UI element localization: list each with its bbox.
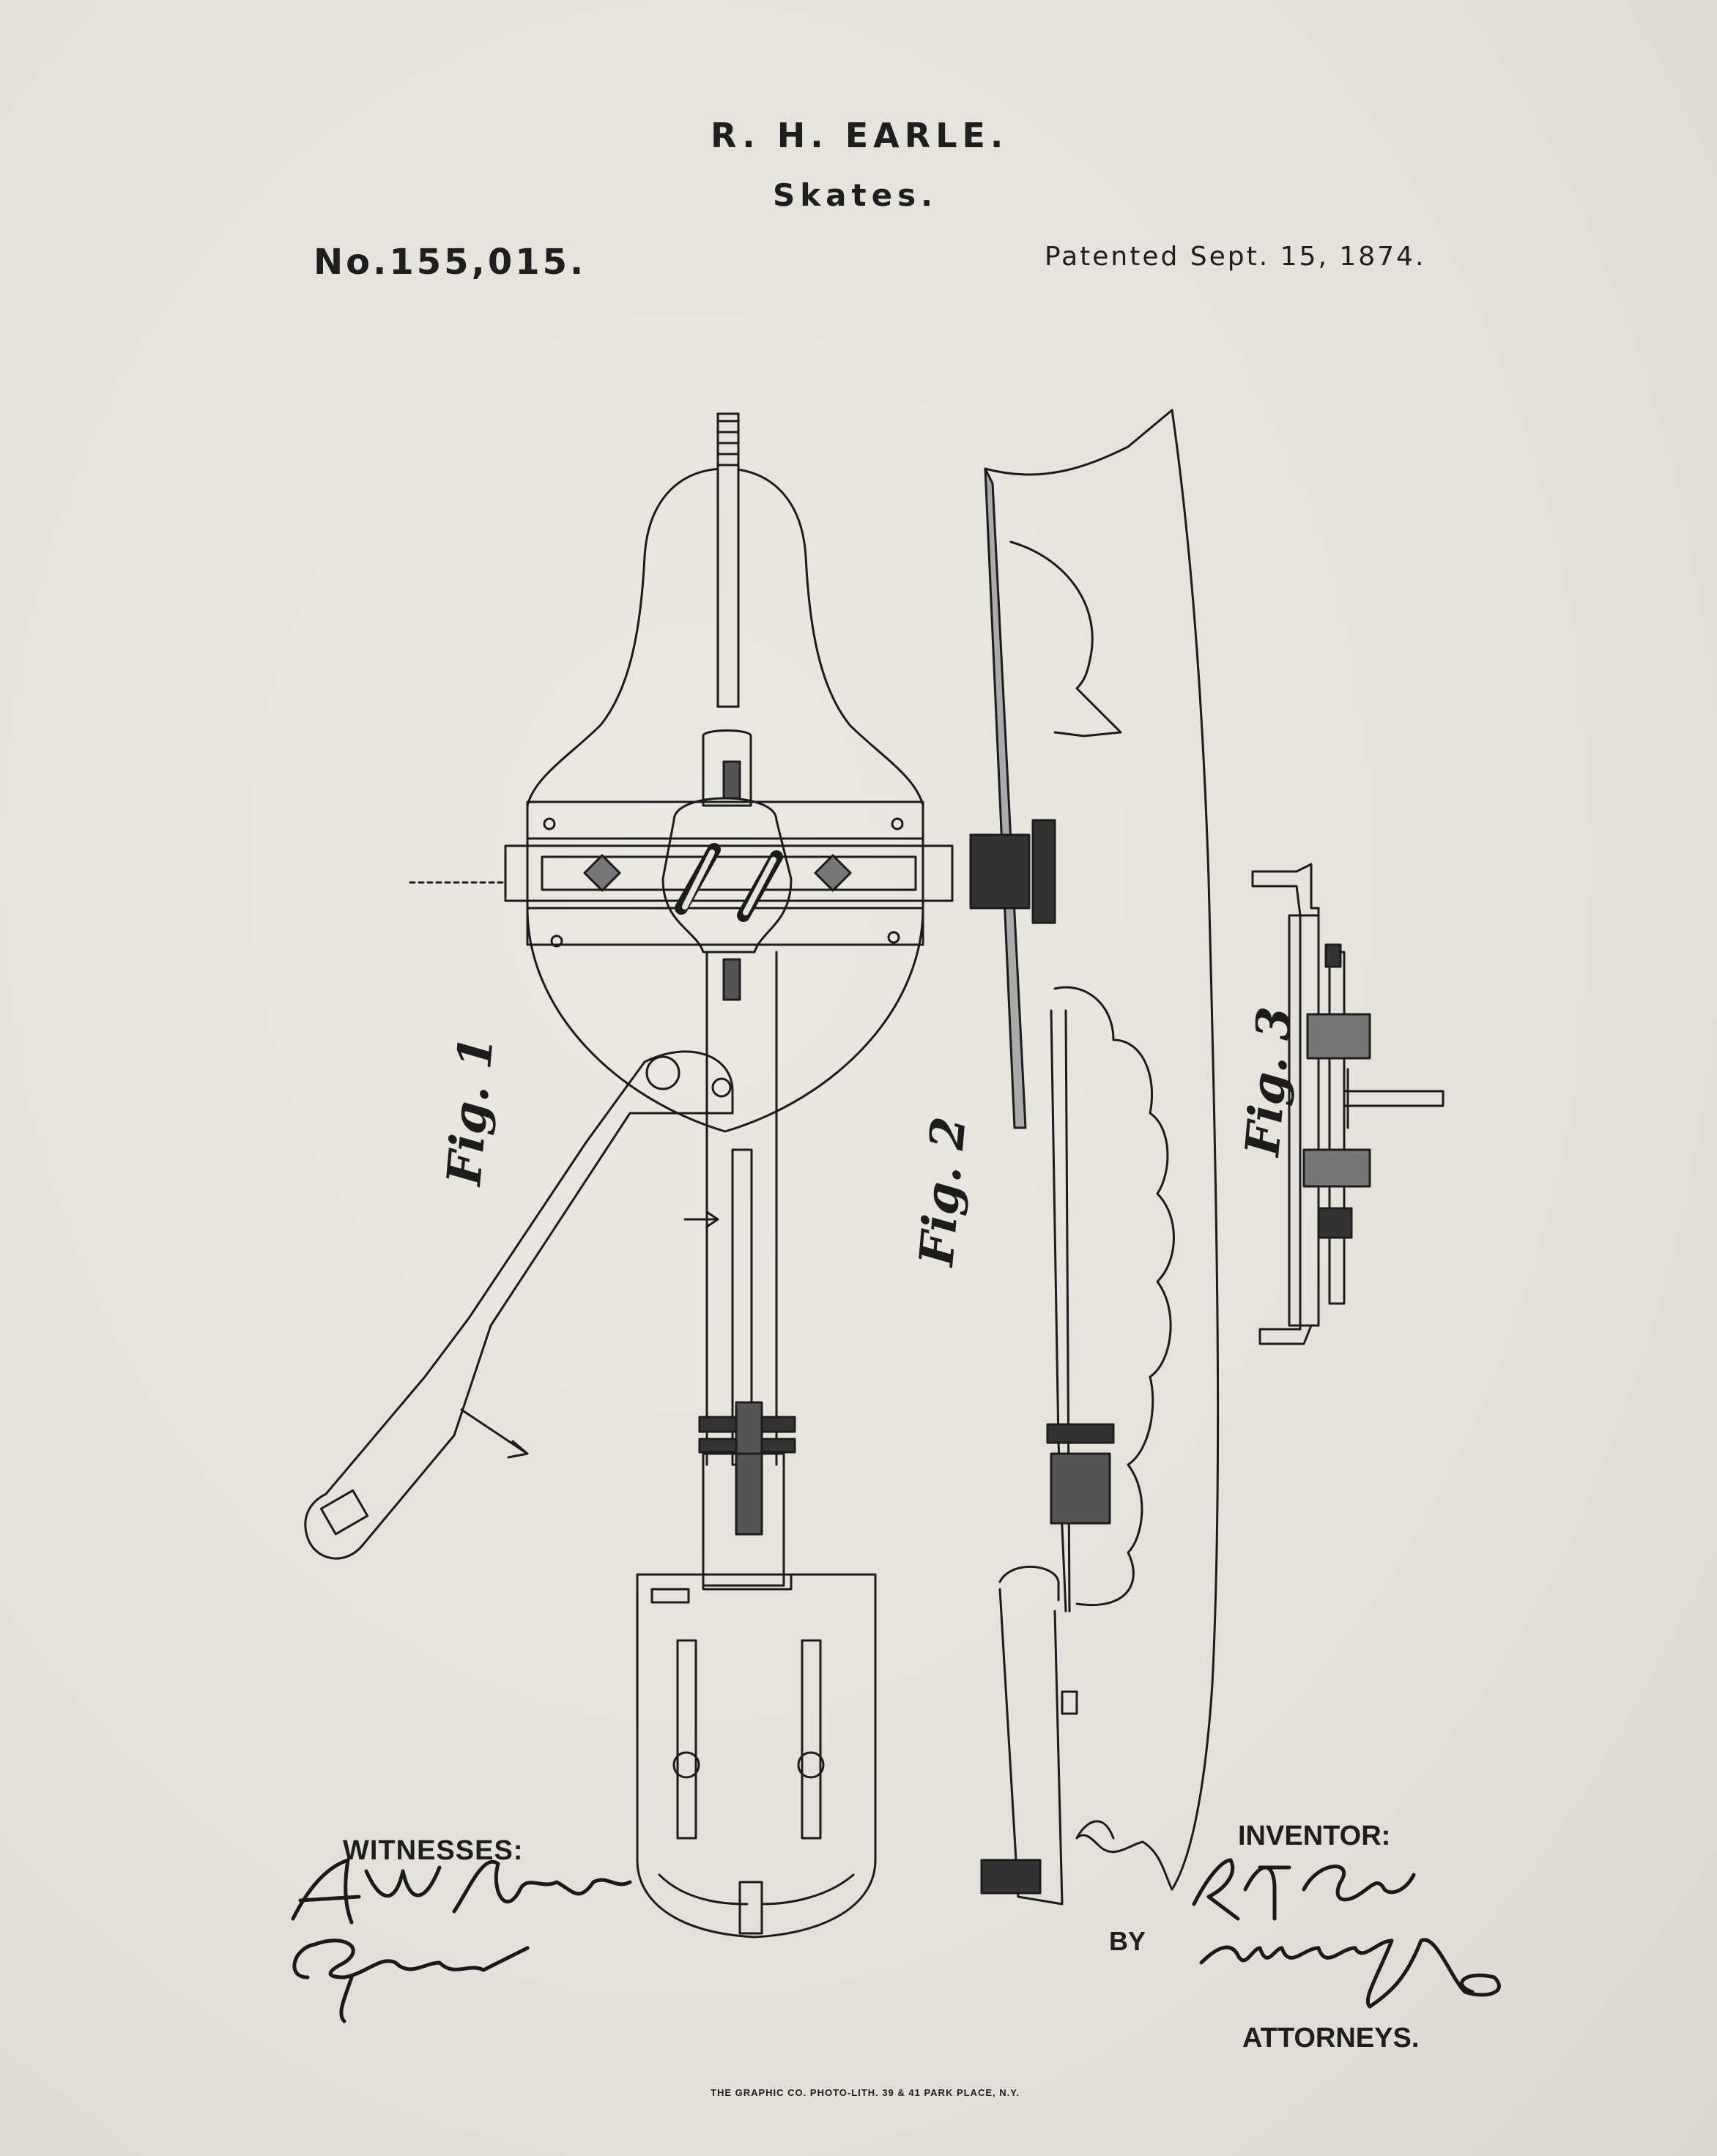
- inventor-name: R. H. EARLE.: [711, 116, 1009, 155]
- toothed-bar-top: [718, 414, 738, 707]
- figure-1-label: Fig. 1: [437, 1034, 505, 1188]
- by-label: BY: [1109, 1926, 1146, 1956]
- central-slide: [505, 846, 952, 901]
- figure-1-drawing: [305, 414, 952, 1937]
- witness-2-signature: [294, 1941, 527, 2021]
- witness-1-signature: [293, 1860, 630, 1922]
- lower-crossbar: [527, 908, 923, 945]
- figure-2-drawing: [971, 410, 1218, 1904]
- inventor-label: INVENTOR:: [1238, 1821, 1391, 1851]
- attorneys-label: ATTORNEYS.: [1242, 2023, 1420, 2053]
- figure-3-label: Fig. 3: [1235, 1005, 1303, 1159]
- skate-blade: [985, 410, 1218, 1889]
- screw: [736, 1402, 762, 1534]
- fig3-axle: [1344, 1091, 1443, 1106]
- inventor-signature: [1194, 1860, 1414, 1919]
- lever-arm: [305, 1052, 733, 1558]
- patent-date: Patented Sept. 15, 1874.: [1045, 242, 1426, 272]
- figure-2-label: Fig. 2: [909, 1115, 977, 1268]
- toe-stem: [707, 952, 776, 1465]
- printer-credit: THE GRAPHIC CO. PHOTO-LITH. 39 & 41 PARK PLACE, N.Y.: [711, 2087, 1020, 2098]
- upper-crossbar: [527, 802, 923, 839]
- witnesses-label: WITNESSES:: [343, 1835, 524, 1866]
- attorney-signature: [1201, 1940, 1499, 2007]
- patent-number: No.155,015.: [314, 242, 587, 283]
- heel-plate-side: [985, 469, 1026, 1128]
- patent-subject: Skates.: [773, 177, 938, 213]
